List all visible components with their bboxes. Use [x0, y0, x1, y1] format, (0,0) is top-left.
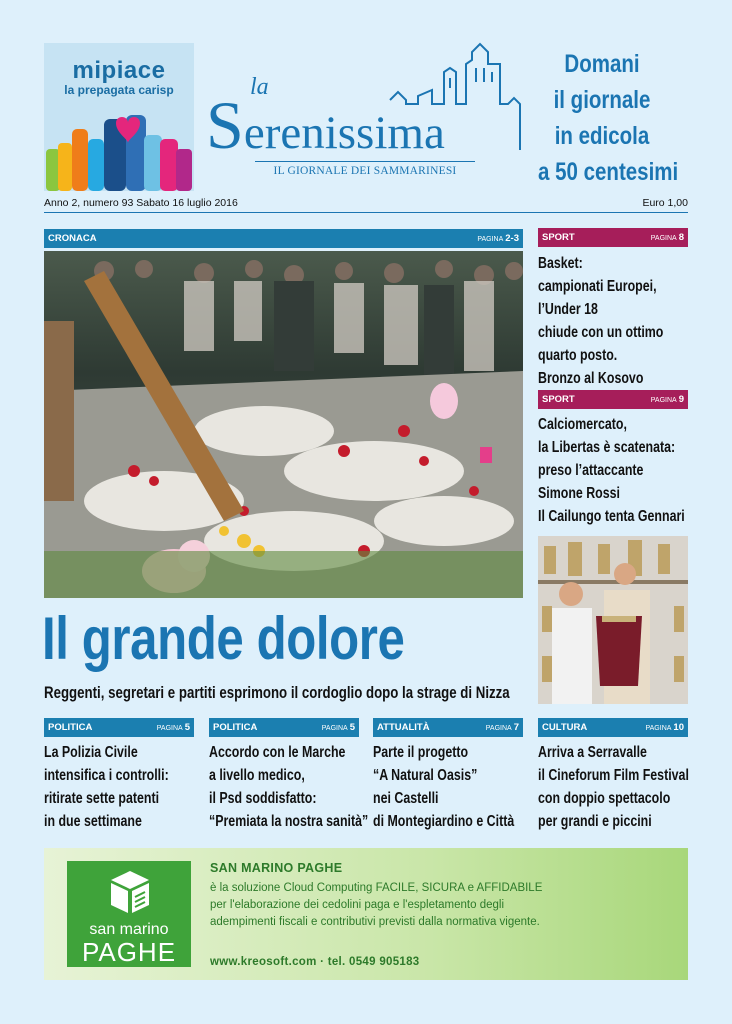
story-line: a livello medico,: [209, 767, 305, 784]
mipiace-ad-subtitle: la prepagata carisp: [64, 83, 174, 97]
story-line: in due settimane: [44, 813, 142, 830]
paghe-logo-big: PAGHE: [81, 937, 177, 967]
story-line: “Premiata la nostra sanità”: [209, 813, 369, 830]
main-photo[interactable]: [44, 251, 523, 598]
masthead-la: la: [250, 74, 269, 100]
paghe-text-line: per l'elaborazione dei cedolini paga e l'espletamento degli: [210, 899, 505, 911]
promo-box: [538, 46, 679, 190]
story-line: Simone Rossi: [538, 485, 620, 502]
story-line: con doppio spettacolo: [538, 790, 671, 807]
section-page: PAGINA 8: [650, 232, 684, 243]
box-icon: [109, 869, 151, 915]
story-line: Bronzo al Kosovo: [538, 370, 644, 387]
section-bar-cronaca[interactable]: [44, 229, 523, 248]
story-line: quarto posto.: [538, 347, 618, 364]
section-label: ATTUALITÀ: [377, 722, 430, 733]
sport-photo[interactable]: [538, 536, 688, 704]
story-line: il Psd soddisfatto:: [209, 790, 317, 807]
story-line: chiude con un ottimo: [538, 324, 664, 341]
paghe-title: SAN MARINO PAGHE: [210, 861, 343, 875]
story-line: Calciomercato,: [538, 416, 627, 433]
san-marino-paghe-ad[interactable]: [44, 848, 688, 980]
story-line: nei Castelli: [373, 790, 439, 807]
promo-line: Domani: [564, 50, 640, 78]
section-bar-politica-2[interactable]: [209, 718, 359, 737]
masthead-tagline: IL GIORNALE DEI SAMMARINESI: [255, 161, 475, 177]
story-line: preso l’attaccante: [538, 462, 644, 479]
subheadline: Reggenti, segretari e partiti esprimono il cordoglio dopo la strage di Nizza: [44, 683, 510, 702]
story-line: “A Natural Oasis”: [373, 767, 478, 784]
mipiace-ad[interactable]: [44, 43, 194, 191]
trophy-photo-icon: [538, 536, 688, 704]
paghe-contact[interactable]: www.kreosoft.com · tel. 0549 905183: [210, 956, 420, 968]
story-calciomercato[interactable]: [538, 413, 685, 528]
headline[interactable]: Il grande dolore: [42, 605, 405, 672]
story-natural-oasis[interactable]: [373, 741, 514, 833]
section-bar-attualita[interactable]: [373, 718, 523, 737]
story-accordo-marche[interactable]: [209, 741, 368, 833]
promo-line: il giornale: [553, 86, 651, 114]
story-cineforum[interactable]: [538, 741, 689, 833]
section-page: PAGINA 9: [650, 394, 684, 405]
promo-line: in edicola: [554, 122, 650, 150]
masthead-divider: [44, 212, 688, 213]
masthead-name-rest: erenissima: [243, 107, 445, 159]
section-label: CULTURA: [542, 722, 588, 733]
section-label: POLITICA: [213, 722, 258, 733]
story-line: Il Cailungo tenta Gennari: [538, 508, 685, 525]
section-bar-politica-1[interactable]: [44, 718, 194, 737]
story-line: per grandi e piccini: [538, 813, 652, 830]
story-line: La Polizia Civile: [44, 744, 138, 761]
issue-info: Anno 2, numero 93 Sabato 16 luglio 2016: [44, 197, 238, 209]
paghe-logo: [67, 861, 191, 967]
story-line: intensifica i controlli:: [44, 767, 169, 784]
story-line: Arriva a Serravalle: [538, 744, 647, 761]
hands-icon: [44, 109, 194, 191]
section-label: POLITICA: [48, 722, 93, 733]
section-bar-sport-8[interactable]: [538, 228, 688, 247]
mipiace-ad-title: mipiace: [72, 57, 166, 84]
memorial-photo-icon: [44, 251, 523, 598]
section-page: PAGINA 5: [321, 722, 355, 733]
story-basket[interactable]: [538, 252, 663, 390]
section-bar-sport-9[interactable]: [538, 390, 688, 409]
section-bar-cultura[interactable]: [538, 718, 688, 737]
story-line: l’Under 18: [538, 301, 598, 318]
story-line: Basket:: [538, 255, 583, 272]
skyline-icon: [388, 42, 528, 152]
section-page: PAGINA 2-3: [477, 233, 519, 244]
section-page: PAGINA 7: [485, 722, 519, 733]
paghe-text-line: è la soluzione Cloud Computing FACILE, SICURA e AFFIDABILE: [210, 882, 543, 894]
story-line: Accordo con le Marche: [209, 744, 346, 761]
story-line: il Cineforum Film Festival: [538, 767, 689, 784]
paghe-text-line: adempimenti fiscali e contributivi previsti dalla normativa vigente.: [210, 916, 540, 928]
section-label: CRONACA: [48, 233, 97, 244]
story-line: campionati Europei,: [538, 278, 657, 295]
section-label: SPORT: [542, 394, 575, 405]
section-page: PAGINA 10: [645, 722, 684, 733]
promo-line: a 50 centesimi: [538, 158, 679, 186]
paghe-logo-small: san marino: [89, 921, 169, 938]
section-label: SPORT: [542, 232, 575, 243]
story-line: la Libertas è scatenata:: [538, 439, 676, 456]
price: Euro 1,00: [642, 197, 688, 209]
story-line: Parte il progetto: [373, 744, 469, 761]
paghe-text: [210, 880, 542, 931]
story-polizia-civile[interactable]: [44, 741, 169, 833]
section-page: PAGINA 5: [156, 722, 190, 733]
story-line: ritirate sette patenti: [44, 790, 160, 807]
masthead-initial: S: [206, 87, 244, 163]
story-line: di Montegiardino e Città: [373, 813, 515, 830]
